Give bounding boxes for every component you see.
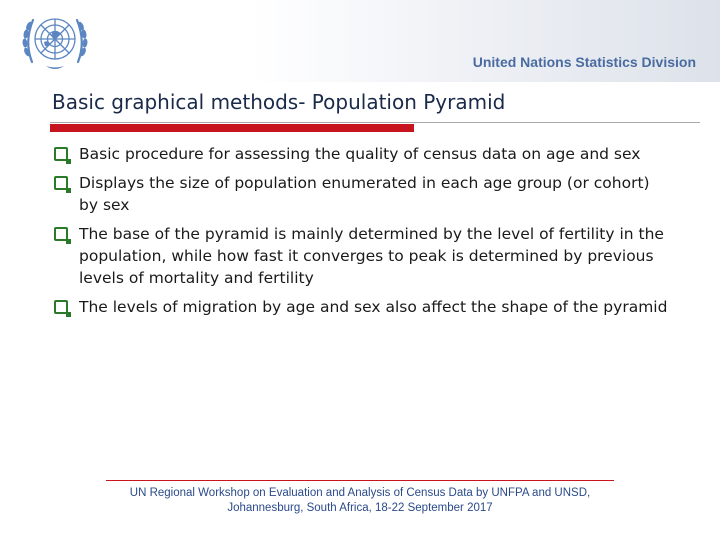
checkbox-bullet-icon [54, 147, 68, 161]
footer [0, 486, 720, 516]
footer-rule [106, 480, 614, 481]
un-emblem-icon [16, 6, 94, 76]
footer-line-1: UN Regional Workshop on Evaluation and Analysis of Census Data by UNFPA and UNSD, [129, 487, 591, 499]
title-rule [50, 122, 700, 123]
bullet-text: The base of the pyramid is mainly determined by the level of fertility in the population, while how fast it converges to peak is determined by previous levels of mortality and fertility [79, 225, 664, 287]
bullet-list [52, 143, 672, 325]
division-name: United Nations Statistics Division [472, 54, 696, 70]
checkbox-bullet-icon [54, 300, 68, 314]
bullet-item [52, 143, 672, 165]
bullet-item [52, 172, 672, 216]
checkbox-bullet-icon [54, 227, 68, 241]
bullet-text: Displays the size of population enumerated in each age group (or cohort) by sex [79, 174, 650, 214]
bullet-text: The levels of migration by age and sex also affect the shape of the pyramid [79, 298, 668, 316]
bullet-item [52, 296, 672, 318]
slide-title: Basic graphical methods- Population Pyramid [52, 90, 506, 114]
title-accent-bar [50, 124, 414, 132]
footer-line-2: Johannesburg, South Africa, 18-22 September 2017 [227, 502, 493, 514]
bullet-text: Basic procedure for assessing the quality of census data on age and sex [79, 145, 641, 163]
bullet-item [52, 223, 672, 289]
checkbox-bullet-icon [54, 176, 68, 190]
